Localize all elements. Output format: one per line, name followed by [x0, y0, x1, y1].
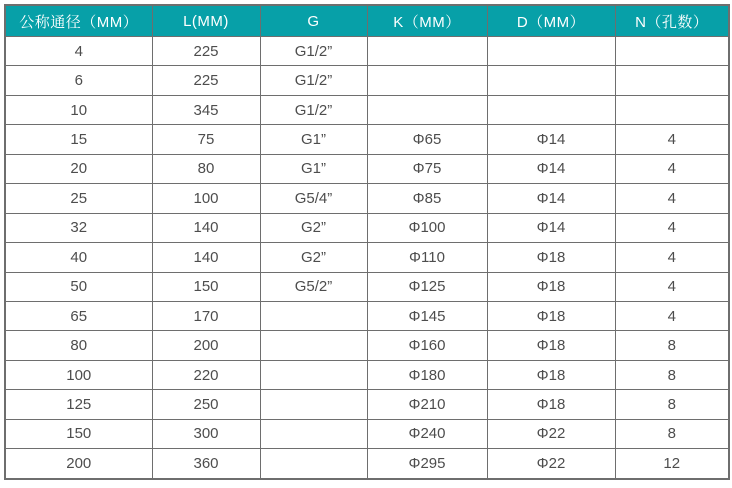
table-cell: Φ125: [367, 272, 487, 301]
table-cell: 8: [615, 390, 729, 419]
header-row: [5, 5, 729, 37]
table-cell: 50: [5, 272, 152, 301]
table-cell: 4: [615, 243, 729, 272]
table-cell: Φ22: [487, 449, 615, 479]
table-cell: G5/4”: [260, 184, 367, 213]
table-cell: [260, 331, 367, 360]
table-cell: Φ240: [367, 419, 487, 448]
table-cell: Φ18: [487, 301, 615, 330]
table-cell: G2”: [260, 213, 367, 242]
table-cell: G1”: [260, 125, 367, 154]
table-cell: [487, 95, 615, 124]
table-cell: 4: [615, 154, 729, 183]
table-body: [5, 37, 729, 480]
table-cell: G2”: [260, 243, 367, 272]
table-row: [5, 243, 729, 272]
column-header: L(MM): [152, 5, 260, 37]
table-cell: Φ18: [487, 390, 615, 419]
table-cell: [615, 95, 729, 124]
table-cell: 4: [615, 125, 729, 154]
table-cell: G1/2”: [260, 95, 367, 124]
table-cell: 4: [615, 301, 729, 330]
table-row: [5, 184, 729, 213]
table-row: [5, 272, 729, 301]
table-row: [5, 125, 729, 154]
table-cell: 200: [5, 449, 152, 479]
table-cell: 225: [152, 37, 260, 66]
table-cell: 12: [615, 449, 729, 479]
table-cell: Φ65: [367, 125, 487, 154]
table-row: [5, 449, 729, 479]
table-cell: Φ14: [487, 154, 615, 183]
table-cell: 10: [5, 95, 152, 124]
table-cell: [260, 390, 367, 419]
table-cell: Φ210: [367, 390, 487, 419]
table-cell: [367, 37, 487, 66]
table-cell: G1/2”: [260, 66, 367, 95]
column-header: 公称通径（MM）: [5, 5, 152, 37]
table-cell: 220: [152, 360, 260, 389]
table-cell: Φ145: [367, 301, 487, 330]
table-row: [5, 213, 729, 242]
table-cell: 300: [152, 419, 260, 448]
table-cell: 100: [5, 360, 152, 389]
spec-table: [4, 4, 730, 480]
table-cell: Φ18: [487, 243, 615, 272]
table-cell: G5/2”: [260, 272, 367, 301]
table-cell: Φ18: [487, 272, 615, 301]
table-cell: Φ160: [367, 331, 487, 360]
table-row: [5, 154, 729, 183]
table-cell: 200: [152, 331, 260, 360]
table-cell: 4: [615, 213, 729, 242]
table-cell: 150: [5, 419, 152, 448]
table-cell: [367, 95, 487, 124]
table-cell: 360: [152, 449, 260, 479]
table-cell: 40: [5, 243, 152, 272]
table-cell: [615, 37, 729, 66]
table-cell: Φ14: [487, 184, 615, 213]
table-cell: [487, 66, 615, 95]
table-row: [5, 331, 729, 360]
table-cell: 140: [152, 243, 260, 272]
table-cell: [367, 66, 487, 95]
table-cell: 250: [152, 390, 260, 419]
table-cell: Φ110: [367, 243, 487, 272]
table-cell: 8: [615, 331, 729, 360]
table-row: [5, 95, 729, 124]
table-row: [5, 66, 729, 95]
table-cell: Φ18: [487, 360, 615, 389]
table-cell: Φ100: [367, 213, 487, 242]
table-cell: 125: [5, 390, 152, 419]
table-cell: G1”: [260, 154, 367, 183]
table-cell: 75: [152, 125, 260, 154]
table-cell: 4: [615, 184, 729, 213]
column-header: D（MM）: [487, 5, 615, 37]
table-cell: 345: [152, 95, 260, 124]
column-header: G: [260, 5, 367, 37]
table-cell: 25: [5, 184, 152, 213]
table-cell: [487, 37, 615, 66]
table-cell: 80: [152, 154, 260, 183]
table-cell: 170: [152, 301, 260, 330]
table-cell: 65: [5, 301, 152, 330]
table-cell: 150: [152, 272, 260, 301]
table-row: [5, 37, 729, 66]
table-cell: 20: [5, 154, 152, 183]
table-row: [5, 390, 729, 419]
table-cell: 225: [152, 66, 260, 95]
table-header: [5, 5, 729, 37]
table-cell: Φ180: [367, 360, 487, 389]
table-cell: 4: [5, 37, 152, 66]
column-header: K（MM）: [367, 5, 487, 37]
table-cell: Φ75: [367, 154, 487, 183]
table-cell: [260, 449, 367, 479]
table-cell: Φ14: [487, 125, 615, 154]
table-row: [5, 360, 729, 389]
table-row: [5, 419, 729, 448]
table-cell: Φ14: [487, 213, 615, 242]
table-cell: 140: [152, 213, 260, 242]
table-cell: Φ295: [367, 449, 487, 479]
table-cell: [260, 419, 367, 448]
table-cell: 8: [615, 360, 729, 389]
table-cell: Φ18: [487, 331, 615, 360]
table-cell: 8: [615, 419, 729, 448]
table-cell: 15: [5, 125, 152, 154]
table-cell: G1/2”: [260, 37, 367, 66]
table-cell: 80: [5, 331, 152, 360]
table-cell: 4: [615, 272, 729, 301]
table-cell: Φ85: [367, 184, 487, 213]
table-cell: 100: [152, 184, 260, 213]
table-cell: 6: [5, 66, 152, 95]
table-cell: 32: [5, 213, 152, 242]
table-cell: [615, 66, 729, 95]
table-row: [5, 301, 729, 330]
table-cell: Φ22: [487, 419, 615, 448]
column-header: N（孔数）: [615, 5, 729, 37]
table-cell: [260, 301, 367, 330]
table-cell: [260, 360, 367, 389]
